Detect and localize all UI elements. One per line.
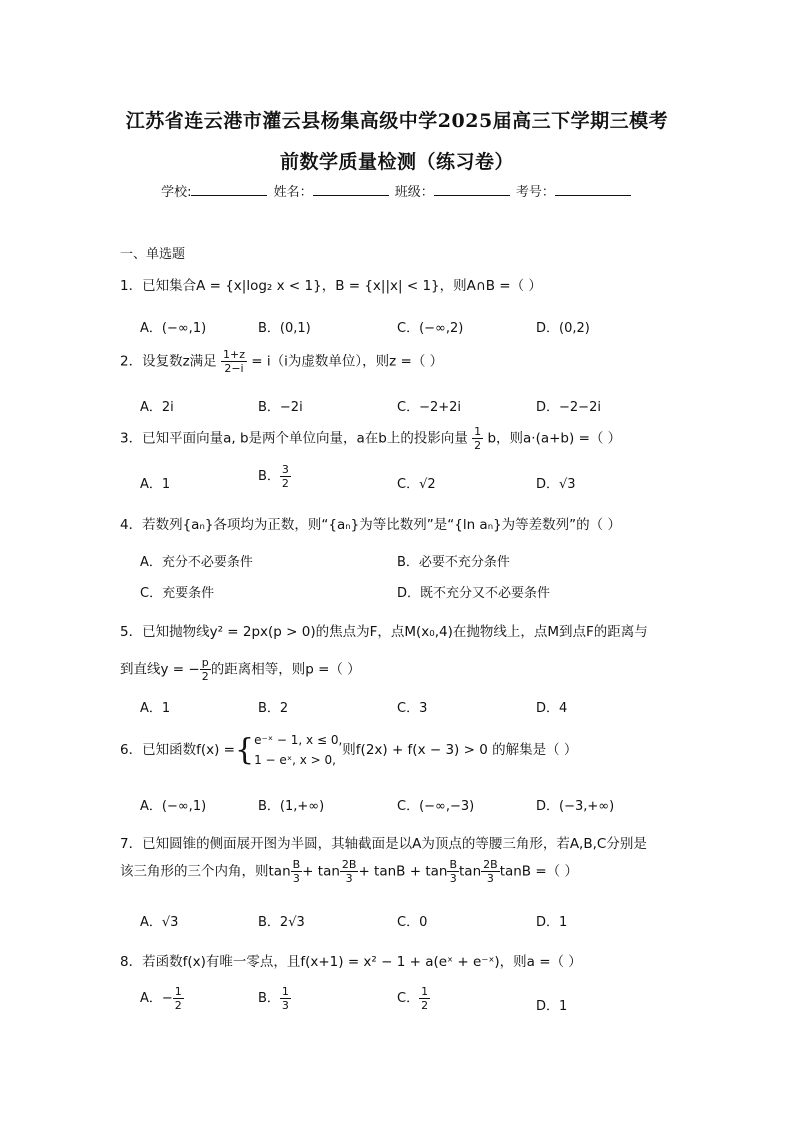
q6-option-d[interactable]: D．(−3,+∞) [536, 799, 615, 814]
q4-option-c[interactable]: C．充要条件 [140, 586, 215, 601]
q8-option-c-fraction: $\frac{1}{2}$ [421, 985, 429, 1012]
q7-option-b[interactable]: B．2√3 [258, 915, 305, 930]
q3-option-a[interactable]: A．1 [140, 477, 171, 492]
q4-option-a[interactable]: A．充分不必要条件 [140, 555, 253, 570]
question-3-stem: 3．已知平面向量a, b是两个单位向量，a在b上的投影向量 $\frac{1}{2}$ b，则a·(a+b) =（ ） [120, 425, 622, 452]
question-5-stem-line-1: 5．已知抛物线y² = 2px(p > 0)的焦点为F，点M(x₀,4)在抛物线上，点M到点F的距离与 [120, 624, 648, 640]
q7-fraction-3: $\frac{B}{3}$ [449, 858, 458, 885]
q1-option-c[interactable]: C．(−∞,2) [397, 321, 464, 336]
q8-option-b[interactable]: B． $\frac{1}{3}$ [258, 985, 289, 1012]
q6-option-a[interactable]: A．(−∞,1) [140, 799, 207, 814]
q2-option-d[interactable]: D．−2−2i [536, 400, 601, 415]
question-2-stem: 2．设复数z满足 $\frac{1+z}{2-i}$ = i（i为虚数单位），则z =（ ） [120, 348, 444, 375]
question-5-stem-line-2: 到直线y = − $\frac{p}{2}$ 的距离相等，则p =（ ） [120, 656, 361, 683]
q7-fraction-1: $\frac{B}{3}$ [292, 858, 301, 885]
q4-option-d[interactable]: D．既不充分又不必要条件 [397, 586, 551, 601]
q2-fraction: $\frac{1+z}{2-i}$ [222, 348, 245, 375]
name-blank[interactable] [313, 183, 389, 196]
q4-option-b[interactable]: B．必要不充分条件 [397, 555, 510, 570]
question-4-stem: 4．若数列{aₙ}各项均为正数，则“{aₙ}为等比数列”是“{ln aₙ}为等差数列”的（ ） [120, 517, 621, 533]
q5-option-a[interactable]: A．1 [140, 701, 171, 716]
exam-no-blank[interactable] [555, 183, 631, 196]
q3-fraction: $\frac{1}{2}$ [474, 425, 482, 452]
q1-option-d[interactable]: D．(0,2) [536, 321, 590, 336]
q2-option-c[interactable]: C．−2+2i [397, 400, 462, 415]
exam-no-label: 考号： [515, 185, 555, 200]
student-info-row [0, 181, 794, 200]
q8-option-a[interactable]: A．− $\frac{1}{2}$ [140, 985, 182, 1012]
q3-option-c[interactable]: C．√2 [397, 477, 436, 492]
q7-option-c[interactable]: C．0 [397, 915, 428, 930]
q1-option-a[interactable]: A．(−∞,1) [140, 321, 207, 336]
q2-option-a[interactable]: A．2i [140, 400, 174, 415]
question-1-stem: 1．已知集合A = {x|log₂ x < 1}，B = {x||x| < 1}，则A∩B =（ ） [120, 278, 542, 294]
q6-option-b[interactable]: B．(1,+∞) [258, 799, 325, 814]
class-label: 班级： [394, 185, 434, 200]
school-blank[interactable] [191, 183, 267, 196]
title-line-2: 前数学质量检测（练习卷） [279, 151, 514, 173]
q3-option-b[interactable]: B． $\frac{3}{2}$ [258, 463, 289, 490]
q5-option-b[interactable]: B．2 [258, 701, 289, 716]
q5-option-d[interactable]: D．4 [536, 701, 568, 716]
section-title: 一、单选题 [120, 247, 186, 262]
q7-option-a[interactable]: A．√3 [140, 915, 179, 930]
q5-fraction: $\frac{p}{2}$ [201, 656, 209, 683]
q8-option-b-fraction: $\frac{1}{3}$ [281, 985, 289, 1012]
q7-fraction-2: $\frac{2B}{3}$ [341, 858, 357, 885]
q3-option-b-fraction: $\frac{3}{2}$ [281, 463, 289, 490]
question-6-stem: 6．已知函数f(x) ={ e⁻ˣ − 1, x ≤ 0, 1 − eˣ, x > 0, 则f(2x) + f(x − 3) > 0 的解集是（ ） [120, 730, 577, 770]
q7-option-d[interactable]: D．1 [536, 915, 568, 930]
q8-option-c[interactable]: C． $\frac{1}{2}$ [397, 985, 429, 1012]
name-label: 姓名： [273, 185, 313, 200]
q8-option-a-fraction: $\frac{1}{2}$ [174, 985, 182, 1012]
school-label: 学校: [161, 185, 192, 200]
q1-option-b[interactable]: B．(0,1) [258, 321, 311, 336]
question-8-stem: 8．若函数f(x)有唯一零点，且f(x+1) = x² − 1 + a(eˣ + e⁻ˣ)，则a =（ ） [120, 954, 582, 970]
q8-option-d[interactable]: D．1 [536, 999, 568, 1014]
class-blank[interactable] [434, 183, 510, 196]
question-7-stem-line-2: 该三角形的三个内角，则tan $\frac{B}{3}$ + tan $\frac{2B}{3}$ + tanB + tan $\frac{B}{3}$ tan $\frac{2B}{3}$ tanB =（ ） [120, 858, 578, 885]
q3-option-d[interactable]: D．√3 [536, 477, 576, 492]
q7-fraction-4: $\frac{2B}{3}$ [483, 858, 498, 885]
q6-piecewise: e⁻ˣ − 1, x ≤ 0, 1 − eˣ, x > 0, [254, 733, 343, 767]
question-7-stem-line-1: 7．已知圆锥的侧面展开图为半圆，其轴截面是以A为顶点的等腰三角形，若A,B,C分别是 [120, 836, 647, 852]
q5-option-c[interactable]: C．3 [397, 701, 428, 716]
q2-option-b[interactable]: B．−2i [258, 400, 303, 415]
title-line-1: 江苏省连云港市灌云县杨集高级中学2025届高三下学期三模考 [125, 110, 669, 132]
q6-option-c[interactable]: C．(−∞,−3) [397, 799, 475, 814]
q6-brace: { [234, 732, 255, 768]
